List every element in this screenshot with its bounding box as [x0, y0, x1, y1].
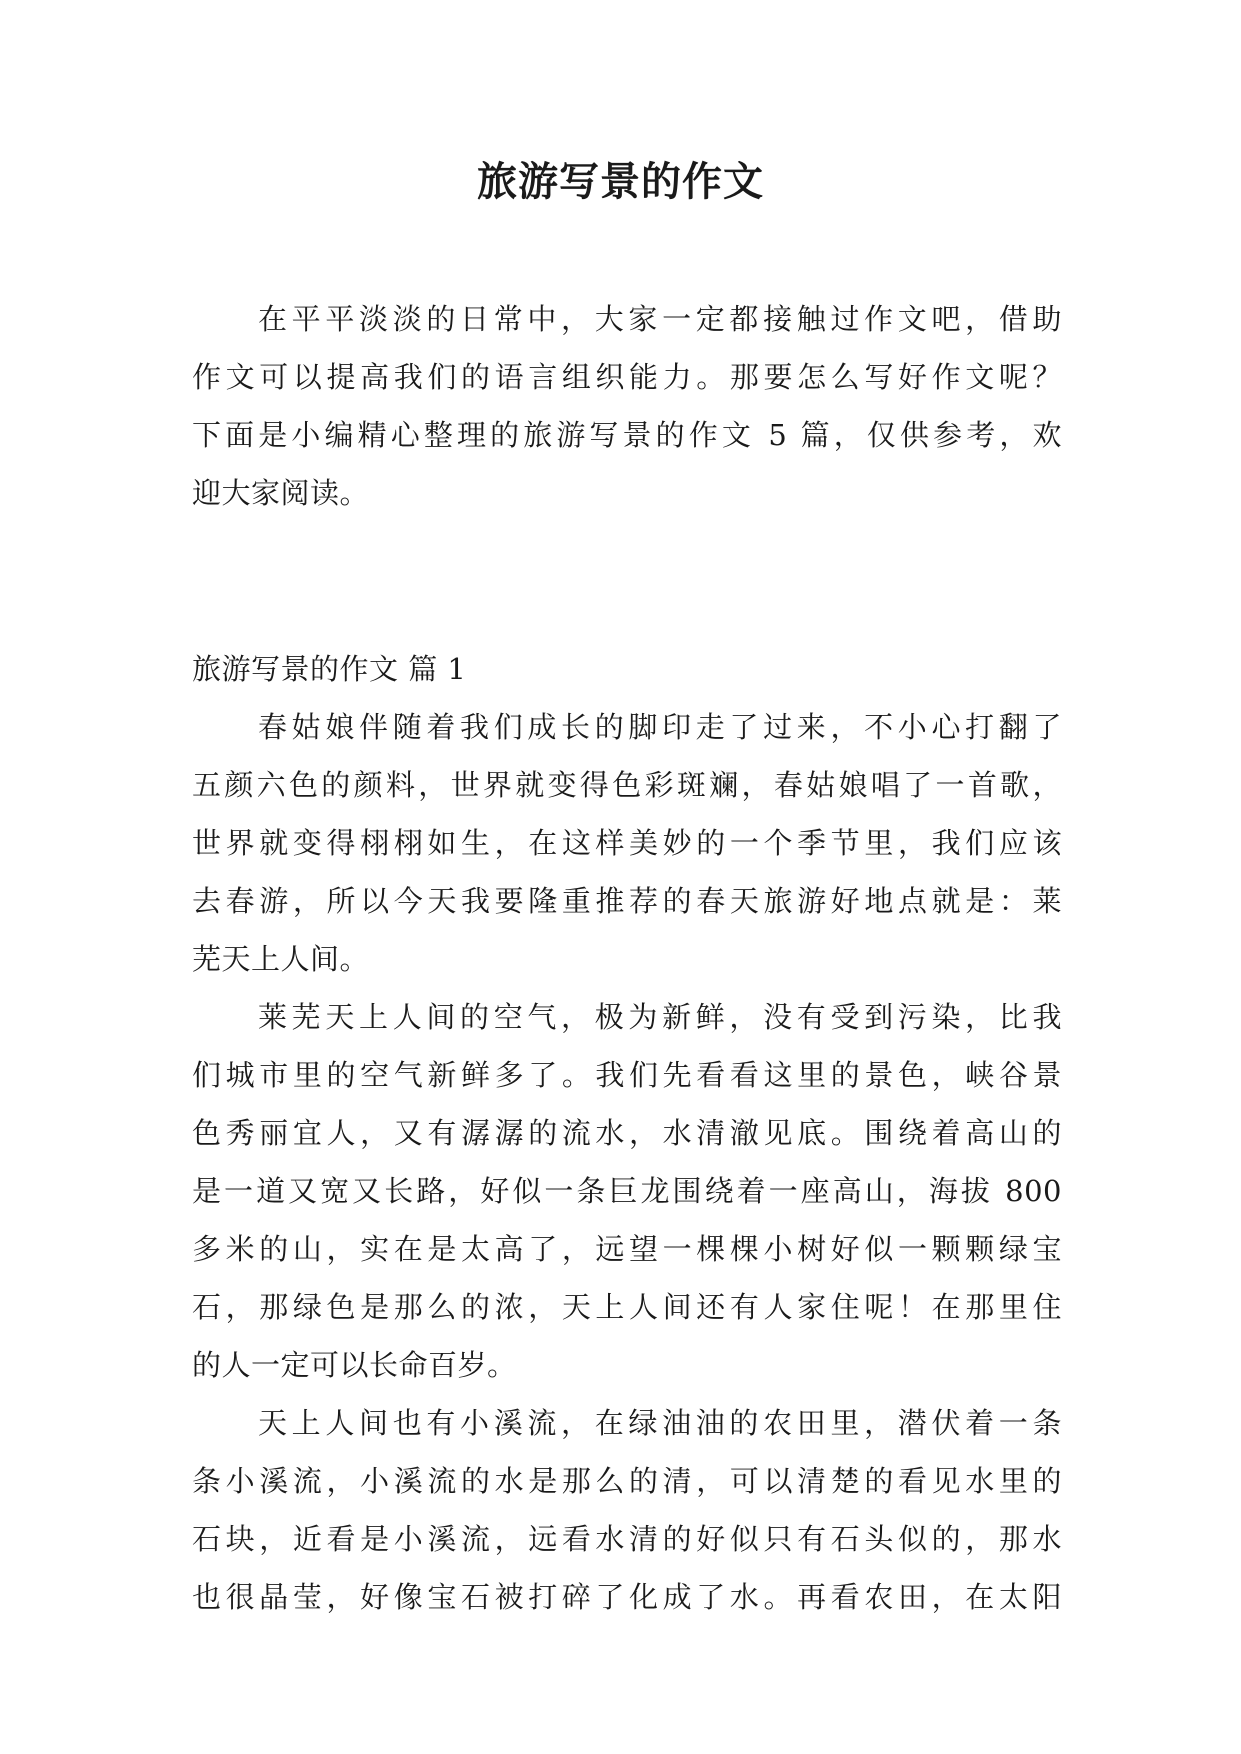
body-paragraph	[192, 988, 1062, 1394]
text-line: 作文可以提高我们的语言组织能力。那要怎么写好作文呢？	[192, 360, 1062, 394]
text-line: 去春游，所以今天我要隆重推荐的春天旅游好地点就是：莱	[192, 884, 1062, 918]
text-line: 世界就变得栩栩如生，在这样美妙的一个季节里，我们应该	[192, 826, 1062, 860]
text-line: 多米的山，实在是太高了，远望一棵棵小树好似一颗颗绿宝	[192, 1232, 1062, 1266]
text-line: 们城市里的空气新鲜多了。我们先看看这里的景色，峡谷景	[192, 1058, 1062, 1092]
text-line: 的人一定可以长命百岁。	[192, 1348, 517, 1382]
text-line: 石块，近看是小溪流，远看水清的好似只有石头似的，那水	[192, 1522, 1062, 1556]
section-heading: 旅游写景的作文 篇 1	[192, 652, 467, 686]
text-line: 迎大家阅读。	[192, 476, 370, 510]
text-line: 石，那绿色是那么的浓，天上人间还有人家住呢！在那里住	[192, 1290, 1062, 1324]
text-line: 莱芜天上人间的空气，极为新鲜，没有受到污染，比我	[258, 1000, 1062, 1034]
text-line: 芜天上人间。	[192, 942, 370, 976]
text-line: 条小溪流，小溪流的水是那么的清，可以清楚的看见水里的	[192, 1464, 1062, 1498]
text-line: 下面是小编精心整理的旅游写景的作文 5 篇，仅供参考，欢	[192, 418, 1062, 452]
body-paragraph	[192, 1394, 1062, 1626]
text-line: 五颜六色的颜料，世界就变得色彩斑斓，春姑娘唱了一首歌，	[192, 768, 1062, 802]
text-line: 也很晶莹，好像宝石被打碎了化成了水。再看农田，在太阳	[192, 1580, 1062, 1614]
text-line: 在平平淡淡的日常中，大家一定都接触过作文吧，借助	[258, 302, 1062, 336]
text-line: 色秀丽宜人，又有潺潺的流水，水清澈见底。围绕着高山的	[192, 1116, 1062, 1150]
text-line: 春姑娘伴随着我们成长的脚印走了过来，不小心打翻了	[258, 710, 1062, 744]
text-line: 天上人间也有小溪流，在绿油油的农田里，潜伏着一条	[258, 1406, 1062, 1440]
body-paragraph	[192, 698, 1062, 988]
document-body	[192, 290, 1062, 1626]
document-title: 旅游写景的作文	[477, 158, 764, 205]
text-line: 是一道又宽又长路，好似一条巨龙围绕着一座高山，海拔 800	[192, 1174, 1062, 1208]
paragraph-spacer	[192, 522, 1062, 610]
intro-paragraph	[192, 290, 1062, 522]
